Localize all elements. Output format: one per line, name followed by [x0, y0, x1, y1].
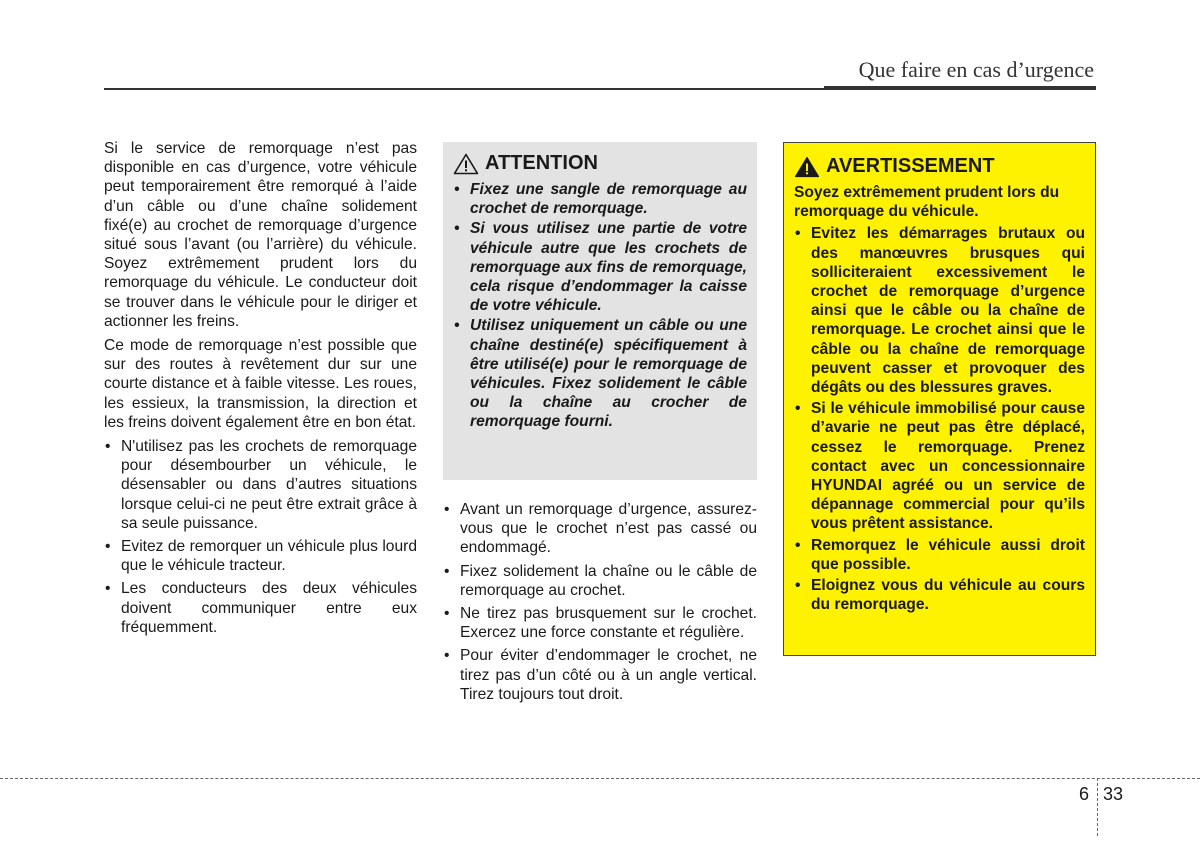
chapter-number: 6	[1079, 784, 1090, 804]
footer-rule	[0, 778, 1200, 779]
attention-header	[453, 152, 747, 175]
bullet-list	[104, 437, 417, 637]
attention-box	[443, 142, 757, 480]
attention-title: ATTENTION	[485, 152, 598, 174]
warning-list	[794, 224, 1085, 614]
list-item: • Fixez solidement la chaîne ou le câble de remorquage au crochet.	[443, 562, 757, 600]
paragraph: Si le service de remorquage n’est pas disponible en cas d’urgence, votre véhicule peut temporairement être remorqué à l’aide d’un câble ou d’une chaîne solidement fixé(e) au crochet de remorquage d’urgence situé sous l’avant (ou l’arrière) du véhicule. Soyez extrêmement prudent lors du remorquage du véhicule. Le conducteur doit se trouver dans le véhicule pour le diriger et actionner les freins.	[104, 140, 417, 330]
header-rule-accent	[824, 86, 1096, 90]
page-number: 33	[1103, 784, 1124, 804]
list-item: • Evitez de remorquer un véhicule plus lourd que le véhicule tracteur.	[104, 537, 417, 575]
list-item: • Eloignez vous du véhicule au cours du remorquage.	[794, 576, 1085, 614]
paragraph: Ce mode de remorquage n’est possible que sur des routes à revêtement dur sur une courte distance et à faible vitesse. Les roues, les essieux, la transmission, la direction et les freins doivent également être en bon état.	[104, 337, 417, 431]
warning-title: AVERTISSEMENT	[826, 155, 995, 177]
warning-triangle-icon	[794, 156, 820, 178]
list-item: • Remorquez le véhicule aussi droit que possible.	[794, 536, 1085, 574]
list-item: • Ne tirez pas brusquement sur le crochet. Exercez une force constante et régulière.	[443, 604, 757, 642]
list-item: • Si vous utilisez une partie de votre véhicule autre que les crochets de remorquage aux fins de remorquage, cela risque d’endommager la caisse de votre véhicule.	[453, 219, 747, 315]
list-item: • Fixez une sangle de remorquage au crochet de remorquage.	[453, 180, 747, 218]
list-item: • Si le véhicule immobilisé pour cause d’avarie ne peut pas être déplacé, cessez le remorquage. Prenez contact avec un concessionnaire HYUNDAI agréé ou un service de dépannage commercial pour qu’ils vous prêtent assistance.	[794, 399, 1085, 533]
list-item: • Avant un remorquage d’urgence, assurez-vous que le crochet n’est pas cassé ou endommagé.	[443, 500, 757, 558]
footer-divider	[1097, 778, 1098, 836]
column-middle	[443, 500, 757, 708]
warning-intro: Soyez extrêmement prudent lors du remorquage du véhicule.	[794, 184, 1060, 221]
warning-header	[794, 155, 1085, 178]
list-item: • Utilisez uniquement un câble ou une chaîne destiné(e) spécifiquement à être utilisé(e) pour le remorquage de véhicules. Fixez solidement le câble ou la chaîne au crocher de remorquage fourni.	[453, 316, 747, 431]
column-left	[104, 139, 417, 641]
list-item: • Les conducteurs des deux véhicules doivent communiquer entre eux fréquemment.	[104, 579, 417, 637]
list-item: • Evitez les démarrages brutaux ou des manœuvres brusques qui solliciteraient excessivement le crochet de remorquage d’urgence ainsi que le câble ou la chaîne de remorquage. Le crochet ainsi que le câble ou la chaîne de remorquage peuvent casser et provoquer des dégâts ou des blessures graves.	[794, 224, 1085, 397]
attention-list	[453, 180, 747, 432]
section-title: Que faire en cas d’urgence	[858, 57, 1094, 82]
bullet-list	[443, 500, 757, 704]
list-item: • Pour éviter d’endommager le crochet, ne tirez pas d’un côté ou à un angle vertical. Tirez toujours tout droit.	[443, 646, 757, 704]
warning-box	[783, 142, 1096, 656]
warning-triangle-icon	[453, 153, 479, 175]
list-item: • N'utilisez pas les crochets de remorquage pour désembourber un véhicule, le désensabler ou dans d’autres situations lorsque celui-ci ne peut être extrait grâce à sa seule puissance.	[104, 437, 417, 533]
